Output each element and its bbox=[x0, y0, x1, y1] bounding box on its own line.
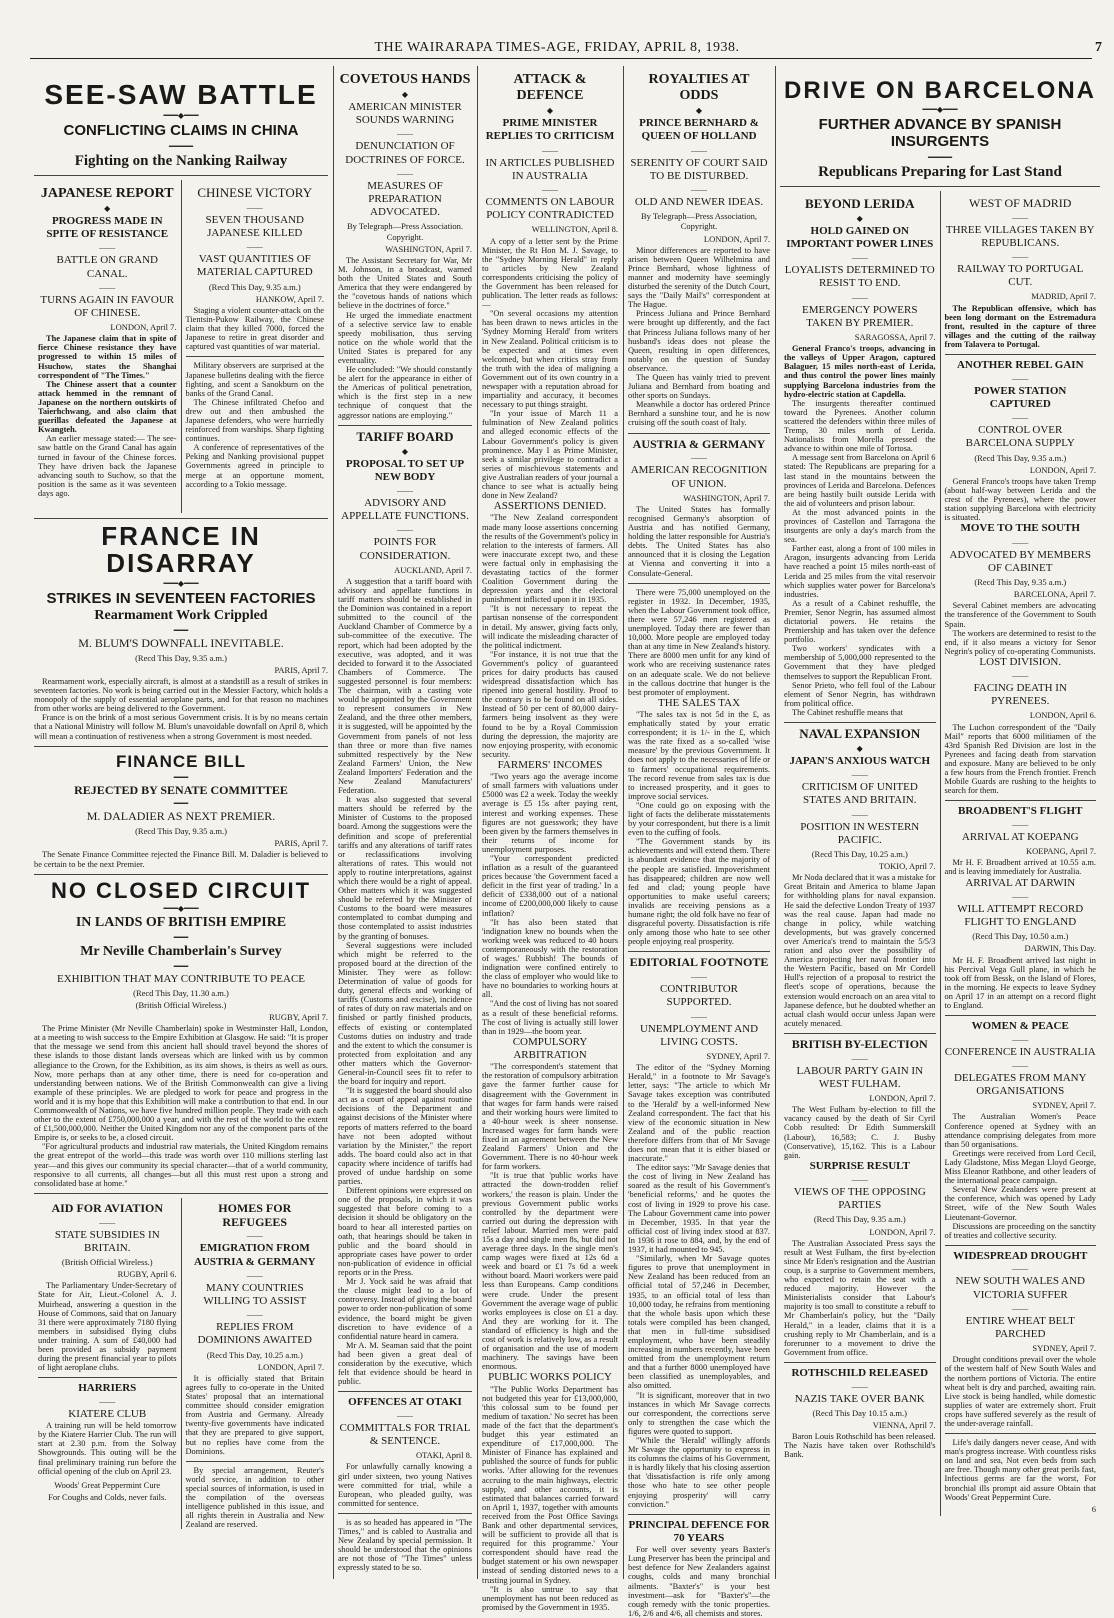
headline-france: FRANCE IN DISARRAY bbox=[101, 520, 261, 579]
paragraph: Baron Louis Rothschild has been released. The Nazis have taken over Rothschild's Bank. bbox=[784, 1432, 936, 1460]
deck: M. DALADIER AS NEXT PREMIER. bbox=[86, 809, 276, 824]
paragraph: Minor differences are reported to have arisen between Queen Wilhelmina and Prince Bernhard, whose lightness of manner and modernity have seemingly disturbed the serenity of the Dutch Court, says the "Daily Mail's" correspondent at The Hague. bbox=[628, 245, 770, 310]
paragraph: "For instance, it is not true that the Government's policy of guaranteed prices for dairy products has caused widespread dissatisfaction which has ripened into general hostility. Proof to the contrary is to be found on all sides. Instead of 50 per cent of 80,000 dairy-farmers being insolvent as they were found to be by a Royal Commission during the depression, the majority are now enjoying prosperity, with economic security. bbox=[482, 649, 618, 759]
paragraph: Several Cabinet members are advocating the transference of the Government to South Spain. bbox=[944, 601, 1096, 629]
deck: LABOUR PARTY GAIN IN WEST FULHAM. bbox=[796, 1064, 924, 1090]
paragraph: "It has also been stated that 'indignation knew no bounds when the working week was reduced to 40 hours contemporaneously with the restoration of wages.' Rubbish! The bounds of indignation were confined entirely to the class of employer who would like to have no boundaries to working hours at all. bbox=[482, 917, 618, 1000]
paragraph: As a result of a Cabinet reshuffle, the Premier, Senor Negrin, has assumed almost dictatorial powers. He retains the Premiership and has taken over the defence portfolio. bbox=[784, 598, 936, 645]
article-closed-circuit: NO CLOSED CIRCUIT ━━━◆━━━ IN LANDS OF BRITISH EMPIRE ━━━ Mr Neville Chamberlain's Survey ━━━ EXHIBITION THAT MAY CONTRIBUTE TO PEACE (Recd This Day, 11.30 a.m.) (British Official Wireless.) RUGBY, April 7. The Prime Minister (Mr Neville Chamberlain) spoke in Westminster Hall, London, at a meeting to wish success to the Empire Exhibition at Glasgow. He said: "It is proper that the message we send from this ancient hall should travel beyond the shores of these islands to those distant lands overseas which are linked with us by common allegiance to the Crown, for the Exhibition, as its aim shows, is theirs as well as ours. Now, more perhaps than at any other time, there is need for co-operation and understanding between nations. We of the British Commonwealth can give a living example of these principles. We are pledged to work for peace and progress in the world and it is my hope that this Exhibition will make a contribution to that end. In our Commonwealth of Nations, we have five hundred million people. They trade with each other to the extent of £750,000,000 a year, and with the rest of the world to the extent of £1,500,000,000. Neither the United Kingdom nor any of the component parts of the Empire is, or seeks to be, a closed circuit. "For agricultural products and industrial raw materials, the United Kingdom remains the great entrepot of the world—this trade was worth over 110 millions sterling last year—and this gives our community its special character—that of a world community, responsive to all currents, all changes—but all this must rest upon a strong and consolidated base at home." bbox=[34, 877, 328, 1188]
paragraph: "Your correspondent predicted inflation as a result of the guaranteed prices because 'the Government faced a deficit in the first year of trading.' In a deficit of £338,000 out of a national income of £200,000,000 likely to cause inflation? bbox=[482, 853, 618, 918]
headline-royalties: ROYALTIES AT ODDS bbox=[648, 72, 750, 104]
byline: By Telegraph—Press Association, Copyright. bbox=[640, 211, 758, 232]
advert-line: Woods' Great Peppermint Cure bbox=[54, 1479, 161, 1490]
deck: REJECTED BY SENATE COMMITTEE bbox=[74, 782, 288, 797]
paragraph: The insurgents thereafter continued toward the Pyrenees. Another column scattered the defenders within three miles of Tremp, 30 miles north of Lerida. Nationalists from Morella pressed the advance to within one mile of Tortosa. bbox=[784, 398, 936, 454]
headline-austria-germany: AUSTRIA & GERMANY bbox=[632, 436, 766, 451]
deck: RAILWAY TO PORTUGAL CUT. bbox=[957, 263, 1084, 289]
deck: ENTIRE WHEAT BELT PARCHED bbox=[965, 1314, 1075, 1340]
deck: PRINCE BERNHARD & QUEEN OF HOLLAND bbox=[639, 117, 759, 143]
deck: ARRIVAL AT KOEPANG bbox=[961, 831, 1079, 844]
paragraph: Greetings were received from Lord Cecil, Lady Gladstone, Miss Megan Lloyd George, Miss Eleanor Rathbone, and other leaders of the international peace campaign. bbox=[944, 1148, 1096, 1186]
paragraph: "The Public Works Department has not budgeted this year for £13,000,000, 'this colossal sum to be found per medium of taxation.' No secret has been made of the fact that the department's budget this year estimated an expenditure of £17,000,000. The Minister of Finance has explained and published the source of funds for public works. 'After allowing for the revenues accruing to the main highways, electric supply, and other accounts, it is estimated that balances carried forward on April 1, 1937, together with amounts received from the Post Office Savings Bank and other departmental services, will be sufficient to provide all that is required for this programme.' Your correspondent should have read the budget statement or his own newspaper instead of sending distorted news to a trusting journal in Sydney. bbox=[482, 1384, 618, 1585]
dateline: SYDNEY, April 7. bbox=[1032, 1343, 1096, 1354]
paragraph: At the most advanced points in the provinces of Castellon and Tarragona the insurgents are only a day's march from the sea. bbox=[784, 507, 936, 545]
deck-seesaw-1: CONFLICTING CLAIMS IN CHINA bbox=[63, 122, 299, 140]
headline-attack-defence: ATTACK & DEFENCE bbox=[513, 72, 587, 104]
deck: STRIKES IN SEVENTEEN FACTORIES bbox=[46, 590, 316, 608]
byline: (British Official Wireless.) bbox=[61, 1257, 153, 1267]
deck: IN LANDS OF BRITISH EMPIRE bbox=[75, 914, 287, 930]
deck: VIEWS OF THE OPPOSING PARTIES bbox=[793, 1185, 926, 1212]
deck: EMERGENCY POWERS TAKEN BY PREMIER. bbox=[802, 303, 918, 329]
deck: HOLD GAINED ON IMPORTANT POWER LINES bbox=[786, 224, 934, 251]
paragraph: The Republican offensive, which has been long dormant on the Estremadura front, resulted in the capture of three villages and the cutting of the railway from Talavera to Portugal. bbox=[944, 303, 1096, 350]
article-japanese-report: JAPANESE REPORT ◆ PROGRESS MADE IN SPITE OF RESISTANCE —— BATTLE ON GRAND CANAL. —— TURNS AGAIN IN FAVOUR OF CHINESE. LONDON, April 7. The Japanese claim that in spite of fierce Chinese resistance they have progressed to within 15 miles of Hsuchow, states the Shanghai correspondent of "The Times." The Chinese assert that a counter attack hemmed in the remnant of Japanese on the northern outskirts of Taierhchwang, and also claim that guerillas defeated the Japanese at Kwangteh. An earlier message stated:— The see-saw battle on the Grand Canal has again turned in favour of the Chinese forces. They have driven back the Japanese advancing south to Suchow, so that the position is the same as it was seventeen days ago. bbox=[38, 185, 177, 498]
paragraph: Staging a violent counter-attack on the Tientsin-Pukow Railway, the Chinese claim that they killed 7000, forced the Japanese to retire in great disorder and captured vast quantities of war material. bbox=[185, 305, 324, 352]
paragraph: For unlawfully carnally knowing a girl under sixteen, two young Natives were committed for trial, while a European, who pleaded guilty, was committed for sentence. bbox=[338, 1462, 472, 1508]
deck: BATTLE ON GRAND CANAL. bbox=[56, 254, 158, 280]
paragraph: Mr H. F. Broadbent arrived at 10.55 a.m. and is leaving immediately for Australia. bbox=[944, 858, 1096, 877]
headline-editorial-footnote: EDITORIAL FOOTNOTE bbox=[629, 955, 769, 970]
headline-surprise-result: SURPRISE RESULT bbox=[809, 1159, 910, 1172]
paragraph: The workers are determined to resist to the end, if it also means a victory for Senor Negrin's policy of co-operating Communists. bbox=[944, 628, 1096, 656]
paragraph: "Similarly, when Mr Savage quotes figures to prove that unemployment in New Zealand has been reduced from an official total of 57,246 in December, 1935, to an official total of less than 10,000 today, he refrains from mentioning that the whole basis upon which these totals were compiled has been changed, that men in full-time subsidised employment, who have been steadily increasing in numbers recently, have been omitted from the unemployment return and that a further 8000 unemployed have been classified as unemployables, and also omitted. bbox=[628, 1254, 770, 1391]
masthead-rule bbox=[30, 58, 1092, 59]
paragraph: "One could go on exposing with the light of facts the deliberate misstatements by your correspondent, but there is a limit even to the cuffing of fools. bbox=[628, 800, 770, 838]
dateline: AUCKLAND, April 7. bbox=[394, 564, 472, 575]
byline: (Recd This Day, 11.30 a.m.) bbox=[133, 987, 229, 998]
spain-subcolumns bbox=[780, 191, 1100, 1516]
dateline: OTAKI, April 8. bbox=[416, 1450, 472, 1461]
paragraph: By special arrangement, Reuter's world service, in addition to other special sources of information, is used in the compilation of the overseas intelligence published in this issue, and all rights therein in Australia and New Zealand are reserved. bbox=[185, 1465, 324, 1530]
dateline: MADRID, April 7. bbox=[1031, 291, 1096, 302]
article-refugees: HOMES FOR REFUGEES —— EMIGRATION FROM AUSTRIA & GERMANY —— MANY COUNTRIES WILLING TO ASSIST —— REPLIES FROM DOMINIONS AWAITED (Recd This Day, 10.25 a.m.) LONDON, April 7. It is officially stated that Britain agrees fully to co-operate in the United States' proposal that an international committee should consider emigration from Austria and Germany. Already twenty-five governments have indicated that they are prepared to give support, but no replies have come from the Dominions. By special arrangement, Reuter's world service, in addition to other special sources of information, is used in the compilation of the overseas intelligence published in this issue, and all rights therein in Australia and New Zealand are reserved. bbox=[185, 1200, 324, 1530]
paragraph: A suggestion that a tariff board with advisory and appellate functions in tariff matters should be established in the Dominion was contained in a report submitted to the council of the Auckland Chamber of Commerce by a sub-committee of the executive. The report, which had been adopted by the executive, was adopted, and it was decided to forward it to the Associated Chambers of Commerce. The suggested personnel is four members: The chairman, with a casting vote would be appointed by the Government to represent consumers in New Zealand, and the three other members, it is suggested, will be appointed by the Government from panels of not less than three or more than five names submitted respectively by the New Zealand Farmers' Union, the New Zealand Importers' Federation and the New Zealand Manufacturers' Federation. bbox=[338, 576, 472, 796]
deck: ADVISORY AND APPELLATE FUNCTIONS. bbox=[341, 496, 469, 523]
paragraph: "The New Zealand correspondent made many loose assertions concerning the results of the Government's policy in relation to the interests of farmers. All were inaccurate except two, and these were factual only in emphasising the devastating tactics of the former Coalition Government during the depression years and the electoral punishment inflicted upon it in 1935. bbox=[482, 513, 618, 605]
headline-harriers: HARRIERS bbox=[78, 1382, 137, 1395]
deck: POWER STATION CAPTURED bbox=[974, 384, 1067, 410]
china-subcolumns bbox=[34, 180, 328, 513]
paragraph: Mr J. Yock said he was afraid that the clause might lead to a lot of controversy. Instead of giving the board power to order non-publication of some evidence, the board might be given discretion to have evidence of a confidential nature heard in camera. bbox=[338, 1277, 472, 1341]
dateline: DARWIN, This Day. bbox=[1024, 943, 1096, 954]
bottom-subcolumns bbox=[34, 1198, 328, 1530]
paragraph: "The sales tax is not 5d in the £, as emphatically stated by your erratic correspondent; it is 1/- in the £, which was the rate fixed as a so-called 'wise measure' by the previous Government. It does not apply to the necessaries of life or to farmers' occupational requirements. The record revenue from sales tax is due to increased prosperity, and it goes to improve social services. bbox=[628, 709, 770, 801]
dateline: LONDON, April 7. bbox=[110, 322, 177, 333]
headline-another-rebel-gain: ANOTHER REBEL GAIN bbox=[956, 359, 1084, 372]
paragraph: Two workers' syndicates with a membership of 5,000,000 represented to the Government that they have pledged themselves to support the Republican Front. bbox=[784, 644, 936, 681]
headline-beyond-lerida: BEYOND LERIDA bbox=[805, 195, 915, 211]
dateline: BARCELONA, April 7. bbox=[1013, 589, 1096, 600]
article-chinese-victory: CHINESE VICTORY —— SEVEN THOUSAND JAPANESE KILLED —— VAST QUANTITIES OF MATERIAL CAPTURED (Recd This Day, 9.35 a.m.) HANKOW, April 7. Staging a violent counter-attack on the Tientsin-Pukow Railway, the Chinese claim that they killed 7000, forced the Japanese to retire in great disorder and captured vast quantities of war material. Military observers are surprised at the Japanese bulletins dealing with the fierce fighting, and scent a Sanokburn on the banks of the Grand Canal. The Chinese infiltrated Chefoo and drew out and then ambushed the Japanese defenders, who were hurriedly reinforced from warships. Sharp fighting continues. A conference of representatives of the Peking and Nanking provisional puppet Governments agreed in principle to merge at an opportune moment, according to a Tokio message. bbox=[185, 184, 324, 489]
deck: POINTS FOR CONSIDERATION. bbox=[359, 536, 451, 562]
dateline: RUGBY, April 6. bbox=[117, 1269, 177, 1280]
paragraph: A conference of representatives of the Peking and Nanking provisional puppet Governments agreed in principle to merge at an opportune moment, according to a Tokio message. bbox=[185, 443, 324, 489]
deck: CONFERENCE IN AUSTRALIA bbox=[944, 1045, 1096, 1058]
deck: Republicans Preparing for Last Stand bbox=[818, 163, 1062, 180]
byline: (Recd This Day, 9.35 a.m.) bbox=[135, 652, 227, 663]
advert-line: For Coughs and Colds, never fails. bbox=[48, 1491, 167, 1502]
paragraph: "The Government stands by its achievements and will extend them. There is abundant evidence that the majority of the people are satisfied. Impoverishment has disappeared; children are now well fed and clad; young people have opportunities to make useful careers; invalids are receiving pensions as a humane right; the old folk have no fear of disgraceful poverty. Dissatisfaction is rife only among those who hate to see other people enjoying real prosperity. bbox=[628, 837, 770, 947]
deck: FURTHER ADVANCE BY SPANISH INSURGENTS bbox=[818, 116, 1062, 151]
deck: DELEGATES FROM MANY ORGANISATIONS bbox=[953, 1071, 1087, 1098]
paragraph: The Chinese infiltrated Chefoo and drew out and then ambushed the Japanese defenders, who were hurriedly reinforced from warships. Sharp fighting continues. bbox=[185, 397, 324, 444]
headline-women-peace: WOMEN & PEACE bbox=[971, 1020, 1069, 1033]
article-france: FRANCE IN DISARRAY ━━━◆━━━ STRIKES IN SEVENTEEN FACTORIES Rearmament Work Crippled ━━━ M. BLUM'S DOWNFALL INEVITABLE. (Recd This Day, 9.35 a.m.) PARIS, April 7. Rearmament work, especially aircraft, is almost at a standstill as a result of strikes in seventeen factories. No work is being carried out in the Messier Factory, which holds a monopoly of the supply of essential aeroplane parts, and for that reason no machines from other works are being delivered to the Government. France is on the brink of a most serious Government crisis. It is by no means certain that a National Ministry will follow M. Blum's unavoidable downfall on April 8, which will mean a continuation of restiveness when a strong Government is most needed. bbox=[34, 520, 328, 741]
headline-lost-division: LOST DIVISION. bbox=[979, 655, 1062, 668]
paragraph: There were 75,000 unemployed on the register in 1932. In December, 1935, when the Labour Government took office, there were 57,246 men registered as unemployed. Today there are fewer than 10,000. More people are employed today than at any time in New Zealand's history. There are 8000 men unfit for any kind of work who are receiving sustenance rates on an adequate scale. We do not believe in the callous doctrine that hunger is the best promoter of employment. bbox=[628, 587, 770, 697]
paragraph: France is on the brink of a most serious Government crisis. It is by no means certain that a National Ministry will follow M. Blum's unavoidable downfall on April 8, which will mean a continuation of restiveness when a strong Government is most needed. bbox=[34, 713, 328, 741]
deck: WILL ATTEMPT RECORD FLIGHT TO ENGLAND bbox=[957, 902, 1084, 928]
advert-verse: Life's daily dangers never cease, And with man's progress increase. With countless risks on land and sea, Not even beds from such are free. Though many other great perils fast, Infectious germs are far the worst, For bronchial ills prompt aid assure Obtain that Woods' Great Peppermint Cure. bbox=[944, 1438, 1096, 1502]
dateline: RUGBY, April 7. bbox=[269, 1011, 328, 1022]
deck: FACING DEATH IN PYRENEES. bbox=[973, 682, 1067, 708]
subhead: PUBLIC WORKS POLICY bbox=[488, 1371, 612, 1384]
paragraph: The Assistant Secretary for War, Mr M. Johnson, in a broadcast, warned both the United States and South America that they were endangered by the "covetous hands of nations which believe in the doctrines of force." bbox=[338, 255, 472, 311]
headline-move-to-south: MOVE TO THE SOUTH bbox=[960, 522, 1080, 535]
paragraph: "On several occasions my attention has been drawn to news articles in the 'Sydney Morning Herald' from writers in New Zealand. Political criticism is to be expected and at times even welcomed, but when critics stray from the truth with the idea of maligning a Government out of its own country in a newspaper with a reputation abroad for impartiality and accuracy, it becomes necessary to put things straight. bbox=[482, 309, 618, 410]
column-rule bbox=[623, 66, 624, 1579]
paragraph: The Prime Minister (Mr Neville Chamberlain) spoke in Westminster Hall, London, at a meeting to wish success to the Empire Exhibition at Glasgow. He said: "It is proper that the message we send from this ancient hall should travel beyond the shores of these islands to those distant lands overseas which are linked with us by common allegiance to the Crown, for the Exhibition, as its aim shows, is theirs as well as ours. Now, more perhaps than at any other time, there is need for co-operation and understanding between nations. We of the British Commonwealth can give a living example of these principles. We are pledged to work for peace and progress in the world and it is my hope that this Exhibition will make a contribution to that end. In our Commonwealth of Nations, we have five hundred million people. They trade with each other to the extent of £750,000,000 a year, and with the rest of the world to the extent of £1,500,000,000. Neither the United Kingdom nor any of the component parts of the Empire is, or seeks to be, a closed circuit. bbox=[34, 1024, 328, 1143]
column-3: ATTACK & DEFENCE ◆ PRIME MINISTER REPLIES TO CRITICISM —— IN ARTICLES PUBLISHED IN AUSTRALIA —— COMMENTS ON LABOUR POLICY CONTRADICTED WELLINGTON, April 8. A copy of a letter sent by the Prime Minister, the Rt Hon M. J. Savage, to the "Sydney Morning Herald" in reply to articles by New Zealand correspondents criticising the policy of the Government has been released for publication. The letter reads as follows:— "On several occasions my attention has been drawn to news articles in the 'Sydney Morning Herald' from writers in New Zealand. Political criticism is to be expected and at times even welcomed, but when critics stray from the truth with the idea of maligning a Government out of its own country in a newspaper with a reputation abroad for impartiality and accuracy, it becomes necessary to put things straight. "In your issue of March 11 a fulmination of New Zealand politics and alleged economic effects of the Labour Government's policy is given prominence. May I as Prime Minister, seek a similar privilege to contradict a series of mischievous statements and give Australian readers of your journal a chance to see what is actually being done in New Zealand? ASSERTIONS DENIED. "The New Zealand correspondent made many loose assertions concerning the results of the Government's policy in relation to the interests of farmers. All were inaccurate except two, and these were factual only in emphasising the devastating tactics of the former Coalition Government during the depression years and the electoral punishment inflicted upon it in 1935. "It is not necessary to repeat the partisan nonsense of the correspondent in detail. My answer, giving facts only, will indicate the misleading character of the political indictment. "For instance, it is not true that the Government's policy of guaranteed prices for dairy products has caused widespread dissatisfaction which has ripened into general hostility. Proof to the contrary is to be found on all sides. Instead of 50 per cent of 80,000 dairy-farmers being insolvent as they were found to be by a Royal Commission during the depression, the majority are now enjoying prosperity, with economic security. FARMERS' INCOMES "Two years ago the average income of small farmers with valuations under £5000 was £2 a week. Today the weekly average is £5 15s after paying rent, interest and working expenses. These figures are not guesswork; they have been given by the farmers themselves in their returns of income for unemployment purposes. "Your correspondent predicted inflation as a result of the guaranteed prices because 'the Government faced a deficit in the first year of trading.' In a deficit of £338,000 out of a national income of £200,000,000 likely to cause inflation? "It has also been stated that 'indignation knew no bounds when the working week was reduced to 40 hours contemporaneously with the restoration of wages.' Rubbish! The bounds of indignation were confined entirely to the class of employer who would like to have no boundaries to working hours at all. "And the cost of living has not soared as a result of these beneficial reforms. The cost of living is actually still lower than in 1929—the boom year. COMPULSORY ARBITRATION "The correspondent's statement that the restoration of compulsory arbitration gave the farmer further cause for disagreement with the Government in that wages for farm hands were raised and their working hours were limited to a 40-hour week is sheer nonsense. Increased wages for farm hands were fixed in an agreement between the New Zealand Farmers' Union and the Government. There is no 40-hour week for farm workers. "It is true that 'public works have attracted the down-trodden relief workers,' the reason is plain. Under the previous Government public works controlled by the department were carried out during the depression with relief labour. Married men were paid 15s a day and single men 8s, but did not average three days. In the single men's camp wages were fixed at 12s 6d a week and board or £1 7s 6d a week without board. Maori workers were paid less than Europeans. Camp conditions were crude. Under the present Government the average wage of public works employees is close on £1 a day. And they are working for it. The standard of efficiency is high and the cost of work is relatively low, as a result of organisation and the use of modern machinery. The savings have been enormous. PUBLIC WORKS POLICY "The Public Works Department has not budgeted this year for £13,000,000, 'this colossal sum to be found per medium of taxation.' No secret has been made of the fact that the department's budget this year estimated an expenditure of £17,000,000. The Minister of Finance has explained and published the source of funds for public works. 'After allowing for the revenues accruing to the main highways, electric supply, and other accounts, it is estimated that balances carried forward on April 1, 1937, together with amounts received from the Post Office Savings Bank and other departmental services, will be sufficient to provide all that is required for this programme.' Your correspondent should have read the budget statement or his own newspaper instead of sending distorted news to a trusting journal in Sydney. "It is also untrue to say that unemployment has not been reduced as promised by the Government in 1935. bbox=[482, 72, 618, 1612]
deck: KIATERE CLUB bbox=[68, 1407, 147, 1420]
column-1: SEE-SAW BATTLE ━━━◆━━━ CONFLICTING CLAIMS IN CHINA ━━━━━ Fighting on the Nanking Railway JAPANESE REPORT ◆ PROGRESS MADE IN SPITE OF RESISTANCE —— BATTLE ON GRAND CANAL. —— TURNS AGAIN IN FAVOUR OF CHINESE. LONDON, April 7. The Japanese claim that in spite of fierce Chinese resistance they have progressed to within 15 miles of Hsuchow, states the Shanghai correspondent of "The Times." The Chinese assert that a counter attack hemmed in the remnant of Japanese on the northern outskirts of Taierhchwang, and also claim that guerillas defeated the Japanese at Kwangteh. An earlier message stated:— The see-saw battle on the Grand Canal has again turned in favour of the Chinese forces. They have driven back the Japanese advancing south to Suchow, so that the position is the same as it was seventeen days ago. CHINESE VICTORY —— SEVEN THOUSAND JAPANESE KILLED —— VAST QUANTITIES OF MATERIAL CAPTURED (Recd This Day, 9.35 a.m.) HANKOW, April 7. Staging a violent counter-attack on the Tientsin-Pukow Railway, the Chinese claim that they killed 7000, forced the Japanese to retire in great disorder and captured vast quantities of war material. Military observers are surprised at the Japanese bulletins dealing with the fierce fighting, and scent a Sanokburn on the banks of the Grand Canal. The Chinese infiltrated Chefoo and drew out and then ambushed the Japanese defenders, who were hurriedly reinforced from warships. Sharp fighting continues. A conference of representatives of the Peking and Nanking provisional puppet Governments agreed in principle to merge at an opportune moment, according to a Tokio message. FRANCE IN DISARRAY ━━━◆━━━ STRIKES IN SEVENTEEN FACTORIES Rearmament Work Crippled ━━━ M. BLUM'S DOWNFALL INEVITABLE. (Recd This Day, 9.35 a.m.) PARIS, April 7. Rearmament work, especially aircraft, is almost at a standstill as a result of strikes in seventeen factories. No work is being carried out in the Messier Factory, which holds a monopoly of the supply of essential aeroplane parts, and for that reason no machines from other works are being delivered to the Government. France is on the brink of a most serious Government crisis. It is by no means certain that a National Ministry will follow M. Blum's unavoidable downfall on April 8, which will mean a continuation of restiveness when a strong Government is most needed. FINANCE BILL ━━━ REJECTED BY SENATE COMMITTEE ━━━ M. DALADIER AS NEXT PREMIER. (Recd This Day, 9.35 a.m.) PARIS, April 7. The Senate Finance Committee rejected the Finance Bill. M. Daladier is believed to be certain to be the next Premier. NO CLOSED CIRCUIT ━━━◆━━━ IN LANDS OF BRITISH EMPIRE ━━━ Mr Neville Chamberlain's Survey ━━━ EXHIBITION THAT MAY CONTRIBUTE TO PEACE (Recd This Day, 11.30 a.m.) (British Official Wireless.) RUGBY, April 7. The Prime Minister (Mr Neville Chamberlain) spoke in Westminster Hall, London, at a meeting to wish success to the Empire Exhibition at Glasgow. He said: "It is proper that the message we send from this ancient hall should travel beyond the shores of these islands to those distant lands overseas which are linked with us by common allegiance to the Crown, for the Exhibition, as its aim shows, is theirs as well as ours. Now, more perhaps than at any other time, there is need for co-operation and understanding between nations. We of the British Commonwealth can give a living example of these principles. We are pledged to work for peace and progress in the world and it is my hope that this Exhibition will make a contribution to that end. In our Commonwealth of Nations, we have five hundred million people. They trade with each other to the extent of £750,000,000 a year, and with the rest of the world to the extent of £1,500,000,000. Neither the United Kingdom nor any of the component parts of the Empire is, or seeks to be, a closed circuit. "For agricultural products and industrial raw materials, the United Kingdom remains the great entrepot of the world—this trade was worth over 110 millions sterling last year—and this gives our community its special character—that of a world community, responsive to all currents, all changes—but all this must rest upon a strong and consolidated base at home." AID FOR AVIATION —— STATE SUBSIDIES IN BRITAIN. (British Official Wireless.) RUGBY, April 6. The Parliamentary Under-Secretary of State for Air, Lieut.-Colonel A. J. Muirhead, answering a question in the House of Commons, said that on January 31 there were approximately 7180 flying members in subsidised flying clubs under training. A sum of £40,000 had been provided as subsidy payment during the present financial year to pilots of light aeroplane clubs. HARRIERS —— KIATERE CLUB A training run will be held tomorrow by the Kiatere Harrier Club. The run will start at 2.30 p.m. from the Solway Showgrounds. This outing will be the final preliminary training run before the official opening of the club on April 23. Woods' Great Peppermint Cure For Coughs and Colds, never fails. HOMES FOR REFUGEES —— EMIGRATION FROM AUSTRIA & GERMANY —— MANY COUNTRIES WILLING TO ASSIST —— REPLIES FROM DOMINIONS AWAITED (Recd This Day, 10.25 a.m.) LONDON, April 7. It is officially stated that Britain agrees fully to co-operate in the United States' proposal that an international committee should consider emigration from Austria and Germany. Already twenty-five governments have indicated that they are prepared to give support, but no replies have come from the Dominions. By special arrangement, Reuter's world service, in addition to other special sources of information, is used in the compilation of the overseas intelligence published in this issue, and all rights therein in Australia and New Zealand are reserved. bbox=[34, 79, 328, 1530]
deck: Rearmament Work Crippled bbox=[94, 607, 268, 623]
headline-widespread-drought: WIDESPREAD DROUGHT bbox=[953, 1249, 1088, 1262]
column-5: BEYOND LERIDA ◆ HOLD GAINED ON IMPORTANT POWER LINES —— LOYALISTS DETERMINED TO RESIST TO END. —— EMERGENCY POWERS TAKEN BY PREMIER. SARAGOSSA, April 7. General Franco's troops, advancing in the valleys of Upper Aragon, captured Balaguer, 15 miles north-east of Lerida, and thus control the power lines mainly supplying Barcelona industries from the hydro-electric station at Capdella. The insurgents thereafter continued toward the Pyrenees. Another column scattered the defenders within three miles of Tremp, 30 miles north of Lerida. Nationalists from Morella pressed the advance to within one mile of Tortosa. A message sent from Barcelona on April 6 stated: The Republicans are preparing for a last stand in the mountains between the provinces of Lerida and Barcelona. Defences are being hastily built outside Lerida with the aid of volunteers and prison labour. At the most advanced points in the provinces of Castellon and Tarragona the insurgents are only a day's march from the sea. Farther east, along a front of 100 miles in Aragon, insurgents advancing from Lerida have reached a point 15 miles north-east of Lerida and 25 miles from the vital reservoir which supplies water power for Barcelona's industries. As a result of a Cabinet reshuffle, the Premier, Senor Negrin, has assumed almost dictatorial powers. He retains the Premiership and has taken over the defence portfolio. Two workers' syndicates with a membership of 5,000,000 represented to the Government that they have pledged themselves to support the Republican Front. Senor Prieto, who fell foul of the Labour element of Senor Negrin, has withdrawn from political office. The Cabinet reshuffle means that NAVAL EXPANSION ◆ JAPAN'S ANXIOUS WATCH —— CRITICISM OF UNITED STATES AND BRITAIN. —— POSITION IN WESTERN PACIFIC. (Recd This Day, 10.25 a.m.) TOKIO, April 7. Mr Noda declared that it was a mistake for Great Britain and America to blame Japan for withholding plans for naval expansion. He said the defective London Treaty of 1937 was the real cause. Japan had made no change in policy, while watching developments, but was gravely concerned over America's trend to maintain the 5/5/3 ration and also over the possibility of America projecting her naval frontier into the Western Pacific, based on Mr Cordell Hull's rejection of a proposal to restrict the fleet's scope of operations, because the extension would encroach on an area vital to Japanese defence, but he doubted whether an actual clash would occur unless Japan were acutely menaced. BRITISH BY-ELECTION —— LABOUR PARTY GAIN IN WEST FULHAM. LONDON, April 7. The West Fulham by-election to fill the vacancy caused by the death of Sir Cyril Cobb resulted: Dr Edith Summerskill (Labour), 16,583; C. J. Busby (Conservative), 15,162. This is a Labour gain. SURPRISE RESULT —— VIEWS OF THE OPPOSING PARTIES (Recd This Day, 9.35 a.m.) LONDON, April 7. The Australian Associated Press says the result at West Fulham, the first by-election since Mr Eden's resignation and the Austrian coup, is a surprise to Government members, who expected to retain the seat with a reduced majority. However the Ministerialists consider that Labour's majority is too small to constitute a rebuff to Mr Chamberlain's policy, but the "Daily Herald," in a leader, claims that it is a crushing reply to Mr Chamberlain, and is a forerunner to a movement to drive the Government from office. ROTHSCHILD RELEASED —— NAZIS TAKE OVER BANK (Recd This Day 10.15 a.m.) VIENNA, April 7. Baron Louis Rothschild has been released. The Nazis have taken over Rothschild's Bank. bbox=[784, 195, 936, 1460]
byline: (Recd This Day, 10.25 a.m.) bbox=[811, 848, 908, 859]
subhead: THE SALES TAX bbox=[657, 696, 741, 709]
article-aviation: AID FOR AVIATION —— STATE SUBSIDIES IN BRITAIN. (British Official Wireless.) RUGBY, April 6. The Parliamentary Under-Secretary of State for Air, Lieut.-Colonel A. J. Muirhead, answering a question in the House of Commons, said that on January 31 there were approximately 7180 flying members in subsidised flying clubs under training. A sum of £40,000 had been provided as subsidy payment during the present financial year to pilots of light aeroplane clubs. HARRIERS —— KIATERE CLUB A training run will be held tomorrow by the Kiatere Harrier Club. The run will start at 2.30 p.m. from the Solway Showgrounds. This outing will be the final preliminary training run before the official opening of the club on April 23. Woods' Great Peppermint Cure For Coughs and Colds, never fails. bbox=[38, 1200, 177, 1502]
deck: DENUNCIATION OF DOCTRINES OF FORCE. bbox=[345, 140, 465, 166]
deck: UNEMPLOYMENT AND LIVING COSTS. bbox=[639, 1022, 759, 1048]
deck: REPLIES FROM DOMINIONS AWAITED bbox=[197, 1321, 312, 1347]
subhead: FARMERS' INCOMES bbox=[497, 758, 603, 771]
paragraph: It was also suggested that several matters should be referred by the Minister of Customs to the proposed board. Among the suggestions were the definition and scope of preferential tariffs and any alterations of tariff rates or reclassifications involving alterations of rates. This would not apply to routine interpretations, against which there would be a right of appeal. Other matters which it was suggested should be referred by the Minister of Customs to the board were measures contemplated to combat dumping and those contemplated to assist industries by the granting of bonuses. bbox=[338, 795, 472, 941]
deck: Mr Neville Chamberlain's Survey bbox=[80, 943, 282, 959]
paragraph: The Cabinet reshuffle means that bbox=[792, 707, 904, 717]
paragraph: An earlier message stated:— The see-saw battle on the Grand Canal has again turned in favour of the Chinese forces. They have driven back the Japanese advancing south to Suchow, so that the position is the same as it was seventeen days ago. bbox=[38, 434, 177, 498]
paragraph: General Franco's troops, advancing in the valleys of Upper Aragon, captured Balaguer, 15 miles north-east of Lerida, and thus control the power lines mainly supplying Barcelona industries from the hydro-electric station at Capdella. bbox=[784, 344, 936, 399]
paragraph: Farther east, along a front of 100 miles in Aragon, insurgents advancing from Lerida have reached a point 15 miles north-east of Lerida and 25 miles from the vital reservoir which supplies water power for Barcelona's industries. bbox=[784, 544, 936, 599]
deck: STATE SUBSIDIES IN BRITAIN. bbox=[54, 1228, 160, 1254]
dateline: LONDON, April 6. bbox=[1029, 710, 1096, 721]
headline-covetous-hands: COVETOUS HANDS bbox=[339, 72, 471, 87]
paragraph: "In your issue of March 11 a fulmination of New Zealand politics and alleged economic effects of the Labour Government's policy is given prominence. May I as Prime Minister, seek a similar privilege to contradict a series of mischievous statements and give Australian readers of your journal a chance to see what is actually being done in New Zealand? bbox=[482, 409, 618, 501]
paragraph: The Luchon correspondent of the "Daily Mail" reports that 6000 militiamen of the 43rd Spanish Red Division are lost in the Pyrenees and facing death from starvation and exposure. Many are believed to be only a few hours from the French frontier. French Mobile Guards are rushing to the heights to search for them. bbox=[944, 722, 1096, 796]
deck: CONTRIBUTOR SUPPORTED. bbox=[659, 983, 739, 1009]
headline-tariff-board: TARIFF BOARD bbox=[356, 428, 454, 444]
deck: AMERICAN RECOGNITION OF UNION. bbox=[630, 464, 768, 490]
column-5-6: DRIVE ON BARCELONA ━━━◆━━━ FURTHER ADVANCE BY SPANISH INSURGENTS ━━━━━ Republicans Preparing for Last Stand BEYOND LERIDA ◆ HOLD GAINED ON IMPORTANT POWER LINES —— LOYALISTS DETERMINED TO RESIST TO END. —— EMERGENCY POWERS TAKEN BY PREMIER. SARAGOSSA, April 7. General Franco's troops, advancing in the valleys of Upper Aragon, captured Balaguer, 15 miles north-east of Lerida, and thus control the power lines mainly supplying Barcelona industries from the hydro-electric station at Capdella. The insurgents thereafter continued toward the Pyrenees. Another column scattered the defenders within three miles of Tremp, 30 miles north of Lerida. Nationalists from Morella pressed the advance to within one mile of Tortosa. A message sent from Barcelona on April 6 stated: The Republicans are preparing for a last stand in the mountains between the provinces of Lerida and Barcelona. Defences are being hastily built outside Lerida with the aid of volunteers and prison labour. At the most advanced points in the provinces of Castellon and Tarragona the insurgents are only a day's march from the sea. Farther east, along a front of 100 miles in Aragon, insurgents advancing from Lerida have reached a point 15 miles north-east of Lerida and 25 miles from the vital reservoir which supplies water power for Barcelona's industries. As a result of a Cabinet reshuffle, the Premier, Senor Negrin, has assumed almost dictatorial powers. He retains the Premiership and has taken over the defence portfolio. Two workers' syndicates with a membership of 5,000,000 represented to the Government that they have pledged themselves to support the Republican Front. Senor Prieto, who fell foul of the Labour element of Senor Negrin, has withdrawn from political office. The Cabinet reshuffle means that NAVAL EXPANSION ◆ JAPAN'S ANXIOUS WATCH —— CRITICISM OF UNITED STATES AND BRITAIN. —— POSITION IN WESTERN PACIFIC. (Recd This Day, 10.25 a.m.) TOKIO, April 7. Mr Noda declared that it was a mistake for Great Britain and America to blame Japan for withholding plans for naval expansion. He said the defective London Treaty of 1937 was the real cause. Japan had made no change in policy, while watching developments, but was gravely concerned over America's trend to maintain the 5/5/3 ration and also over the possibility of America projecting her naval frontier into the Western Pacific, based on Mr Cordell Hull's rejection of a proposal to restrict the fleet's scope of operations, because the extension would encroach on an area vital to Japanese defence, but he doubted whether an actual clash would occur unless Japan were acutely menaced. BRITISH BY-ELECTION —— LABOUR PARTY GAIN IN WEST FULHAM. LONDON, April 7. The West Fulham by-election to fill the vacancy caused by the death of Sir Cyril Cobb resulted: Dr Edith Summerskill (Labour), 16,583; C. J. Busby (Conservative), 15,162. This is a Labour gain. SURPRISE RESULT —— VIEWS OF THE OPPOSING PARTIES (Recd This Day, 9.35 a.m.) LONDON, April 7. The Australian Associated Press says the result at West Fulham, the first by-election since Mr Eden's resignation and the Austrian coup, is a surprise to Government members, who expected to retain the seat with a reduced majority. However the Ministerialists consider that Labour's majority is too small to constitute a rebuff to Mr Chamberlain's policy, but the "Daily Herald," in a leader, claims that it is a crushing reply to Mr Chamberlain, and is a forerunner to a movement to drive the Government from office. ROTHSCHILD RELEASED —— NAZIS TAKE OVER BANK (Recd This Day 10.15 a.m.) VIENNA, April 7. Baron Louis Rothschild has been released. The Nazis have taken over Rothschild's Bank. WEST OF MADRID —— THREE VILLAGES TAKEN BY REPUBLICANS. —— RAILWAY TO PORTUGAL CUT. MADRID, April 7. The Republican offensive, which has been long dormant on the Estremadura front, resulted in the capture of three villages and the cutting of the railway from Talavera to Portugal. ANOTHER REBEL GAIN —— POWER STATION CAPTURED —— CONTROL OVER BARCELONA SUPPLY (Recd This Day, 9.35 a.m.) LONDON, April 7. General Franco's troops have taken Tremp (about half-way between Lerida and the crest of the Pyrenees), where the power station supplying Barcelona with electricity is situated. MOVE TO THE SOUTH —— ADVOCATED BY MEMBERS OF CABINET (Recd This Day, 9.35 a.m.) BARCELONA, April 7. Several Cabinet members are advocating the transference of the Government to South Spain. The workers are determined to resist to the end, if it also means a victory for Senor Negrin's policy of co-operating Communists. LOST DIVISION. —— FACING DEATH IN PYRENEES. LONDON, April 6. The Luchon correspondent of the "Daily Mail" reports that 6000 militiamen of the 43rd Spanish Red Division are lost in the Pyrenees and facing death from starvation and exposure. Many are believed to be only a few hours from the French frontier. French Mobile Guards are rushing to the heights to search for them. BROADBENT'S FLIGHT —— ARRIVAL AT KOEPANG KOEPANG, April 7. Mr H. F. Broadbent arrived at 10.55 a.m. and is leaving immediately for Australia. ARRIVAL AT DARWIN —— WILL ATTEMPT RECORD FLIGHT TO ENGLAND (Recd This Day, 10.50 a.m.) DARWIN, This Day. Mr H. F. Broadbent arrived last night in his Percival Vega Gull plane, in which he took off from Bessk, on the Island of Flores, in the morning. He expects to leave Sydney on April 17 in an attempt on a record flight to England. WOMEN & PEACE —— CONFERENCE IN AUSTRALIA —— DELEGATES FROM MANY ORGANISATIONS SYDNEY, April 7. The Australian Women's Peace Conference opened at Sydney with an attendance comprising delegates from more than 50 organisations. Greetings were received from Lord Cecil, Lady Gladstone, Miss Megan Lloyd George, Miss Eleanor Rathbone, and other leaders of the international peace campaign. Several New Zealanders were present at the conference, which was opened by Lady Street, wife of the New South Wales Lieutenant-Governor. Discussions are proceeding on the sanctity of treaties and collective security. WIDESPREAD DROUGHT —— NEW SOUTH WALES AND VICTORIA SUFFER —— ENTIRE WHEAT BELT PARCHED SYDNEY, April 7. Drought conditions prevail over the whole of the western half of New South Wales and the northern portions of Victoria. The entire wheat belt is dry and parched, awaiting rain. Live stock is being handled, while domestic supplies of water are extremely short. Fruit crops have suffered severely as the result of the under-average rainfall. Life's daily dangers never cease, And with man's progress increase. With countless risks on land and sea, Not even beds from such are free. Though many other great perils fast, Infectious germs are far the worst, For bronchial ills prompt aid assure Obtain that Woods' Great Peppermint Cure. 6 bbox=[780, 66, 1100, 1579]
paragraph: He concluded: "We should constantly be alert for the appearance in either of the Americas of political penetration, which is the first step in a new technique of conquest that the aggressor nations are employing." bbox=[338, 365, 473, 420]
byline: By Telegraph—Press Association. Copyright. bbox=[346, 221, 464, 242]
dateline: WELLINGTON, April 8. bbox=[531, 224, 618, 235]
paragraph: Mr Noda declared that it was a mistake for Great Britain and America to blame Japan for withholding plans for naval expansion. He said the defective London Treaty of 1937 was the real cause. Japan had made no change in policy, while watching developments, but was gravely concerned over America's trend to maintain the 5/5/3 ration and also over the possibility of America projecting her naval frontier into the Western Pacific, based on Mr Cordell Hull's rejection of a proposal to restrict the fleet's scope of operations, because the extension would encroach on an area vital to Japanese defence, but he doubted whether an actual clash would occur unless Japan were acutely menaced. bbox=[784, 873, 936, 1028]
dateline: LONDON, April 7. bbox=[703, 233, 770, 244]
paragraph: The Queen has vainly tried to prevent Juliana and Bernhard from boating and other sports on Sundays. bbox=[628, 373, 770, 401]
headline-arrival-darwin: ARRIVAL AT DARWIN bbox=[965, 876, 1076, 889]
paragraph: Senor Prieto, who fell foul of the Labour element of Senor Negrin, has withdrawn from political office. bbox=[784, 680, 936, 708]
paragraph: General Franco's troops have taken Tremp (about half-way between Lerida and the crest of the Pyrenees), where the power station supplying Barcelona with electricity is situated. bbox=[944, 476, 1096, 523]
headline-west-of-madrid: WEST OF MADRID bbox=[969, 195, 1072, 210]
paragraph: Discussions are proceeding on the sanctity of treaties and collective security. bbox=[944, 1221, 1096, 1240]
dateline: VIENNA, April 7. bbox=[872, 1419, 936, 1430]
byline: (British Official Wireless.) bbox=[135, 999, 227, 1010]
paragraph: The Japanese claim that in spite of fierce Chinese resistance they have progressed to within 15 miles of Hsuchow, states the Shanghai correspondent of "The Times." bbox=[38, 334, 177, 380]
column-rule bbox=[775, 66, 776, 1579]
deck: EXHIBITION THAT MAY CONTRIBUTE TO PEACE bbox=[56, 972, 305, 985]
dateline: WASHINGTON, April 7. bbox=[385, 243, 472, 254]
byline: (Recd This Day, 9.35 a.m.) bbox=[135, 826, 227, 837]
deck: POSITION IN WESTERN PACIFIC. bbox=[800, 820, 920, 846]
headline-refugees: HOMES FOR REFUGEES bbox=[218, 1200, 292, 1229]
deck: LOYALISTS DETERMINED TO RESIST TO END. bbox=[784, 264, 935, 290]
dateline: SARAGOSSA, April 7. bbox=[854, 332, 936, 342]
dateline: PARIS, April 7. bbox=[274, 838, 328, 849]
headline-japanese-report: JAPANESE REPORT bbox=[40, 185, 174, 201]
byline: (Recd This Day, 9.35 a.m.) bbox=[208, 281, 301, 292]
paragraph: He urged the immediate enactment of a selective service law to enable speedy mobilisation, thus serving notice on the whole world that the United States is prepared for any eventuality. bbox=[338, 310, 472, 365]
paragraph: "It is suggested the board should also act as a court of appeal against routine decisions of the Department and against decisions of the Minister where reports of matters referred to the board have not been adopted without variation by the Minister," the report adds. The board could also act in that capacity where incidence of tariffs had proved of undue hardship on some parties. bbox=[338, 1086, 472, 1187]
paragraph: The Senate Finance Committee rejected the Finance Bill. M. Daladier is believed to be certain to be the next Premier. bbox=[34, 850, 328, 869]
headline-seesaw: SEE-SAW BATTLE bbox=[44, 79, 318, 110]
deck: COMMITTALS FOR TRIAL & SENTENCE. bbox=[339, 1421, 471, 1448]
deck: CRITICISM OF UNITED STATES AND BRITAIN. bbox=[801, 781, 918, 807]
column-rule bbox=[477, 66, 478, 1579]
headline-british-by-election: BRITISH BY-ELECTION bbox=[791, 1036, 928, 1051]
deck: AMERICAN MINISTER SOUNDS WARNING bbox=[348, 101, 462, 127]
deck: PROGRESS MADE IN SPITE OF RESISTANCE bbox=[46, 214, 169, 241]
paragraph: Rearmament work, especially aircraft, is almost at a standstill as a result of strikes in seventeen factories. No work is being carried out in the Messier Factory, which holds a monopoly of the supply of essential aeroplane parts, and for that reason no machines from other works are being delivered to the Government. bbox=[34, 677, 328, 714]
paragraph: "It is not necessary to repeat the partisan nonsense of the correspondent in detail. My answer, giving facts only, will indicate the misleading character of the political indictment. bbox=[482, 604, 618, 650]
headline-broadbents-flight: BROADBENT'S FLIGHT bbox=[958, 805, 1083, 818]
column-4: ROYALTIES AT ODDS ◆ PRINCE BERNHARD & QUEEN OF HOLLAND —— SERENITY OF COURT SAID TO BE DISTURBED. —— OLD AND NEWER IDEAS. By Telegraph—Press Association, Copyright. LONDON, April 7. Minor differences are reported to have arisen between Queen Wilhelmina and Prince Bernhard, whose lightness of manner and modernity have seemingly disturbed the serenity of the Dutch Court, says the "Daily Mail's" correspondent at The Hague. Princess Juliana and Prince Bernhard were brought up differently, and the fact that Princess Juliana follows many of her husband's ideas does not please the Queen, resulting in open differences, notably on the question of Sunday observance. The Queen has vainly tried to prevent Juliana and Bernhard from boating and other sports on Sundays. Meanwhile a doctor has ordered Prince Bernhard a sunshine tour, and he is now cruising off the south coast of Italy. AUSTRIA & GERMANY —— AMERICAN RECOGNITION OF UNION. WASHINGTON, April 7. The United States has formally recognised Germany's absorption of Austria and has notified Germany, holding the latter responsible for Austria's debts. The United States has also announced that it is closing the Legation at Vienna and converting it into a Consulate-General. There were 75,000 unemployed on the register in 1932. In December, 1935, when the Labour Government took office, there were 57,246 men registered as unemployed. Today there are fewer than 10,000. More people are employed today than at any time in New Zealand's history. There are 8000 men unfit for any kind of work who are receiving sustenance rates on an adequate scale. We do not believe in the callous doctrine that hunger is the best promoter of employment. THE SALES TAX "The sales tax is not 5d in the £, as emphatically stated by your erratic correspondent; it is 1/- in the £, which was the rate fixed as a so-called 'wise measure' by the previous Government. It does not apply to the necessaries of life or to farmers' occupational requirements. The record revenue from sales tax is due to increased prosperity, and it goes to improve social services. "One could go on exposing with the light of facts the deliberate misstatements by your correspondent, but there is a limit even to the cuffing of fools. "The Government stands by its achievements and will extend them. There is abundant evidence that the majority of the people are satisfied. Impoverishment has disappeared; children are now well fed and clad; young people have opportunities to make useful careers; invalids are receiving pensions as a humane right; the old folk have no fear of disgraceful poverty. Dissatisfaction is rife only among those who hate to see other people enjoying real prosperity. EDITORIAL FOOTNOTE —— CONTRIBUTOR SUPPORTED. —— UNEMPLOYMENT AND LIVING COSTS. SYDNEY, April 7. The editor of the "Sydney Morning Herald," in a footnote to Mr Savage's letter, says: "The article to which Mr Savage takes exception was contributed to the 'Herald' by a well-informed New Zealand correspondent. The fact that his view of the economic situation in New Zealand and of the public reaction therefore differs from that of Mr Savage does not mean that it is either biased or inaccurate." The editor says: "Mr Savage denies that the cost of living in New Zealand has soared as the result of his Government's 'beneficial reforms,' and he quotes the cost of living in 1929 to prove his case. The Labour Government came into power in December, 1935. In that year the official cost of living index stood at 837. In 1936 it rose to 884, and, by the end of 1937, it had mounted to 945. "Similarly, when Mr Savage quotes figures to prove that unemployment in New Zealand has been reduced from an official total of 57,246 in December, 1935, to an official total of less than 10,000 today, he refrains from mentioning that the whole basis upon which these totals were compiled has been changed, that men in full-time subsidised employment, who have been steadily increasing in numbers recently, have been omitted from the unemployment return and that a further 8000 unemployed have been classified as unemployables, and also omitted. "It is significant, moreover that in two instances in which Mr Savage corrects our correspondent, the corrections serve only to strengthen the case which the figures were quoted to support. "While the 'Herald' willingly affords Mr Savage the opportunity to express in its columns the claims of his Government, it is hardly likely that his closing assertion that 'dissatisfaction is rife only among those who hate to see other people enjoying prosperity' will carry conviction." PRINCIPAL DEFENCE FOR 70 YEARS For well over seventy years Baxter's Lung Preserver has been the principal and best defence for New Zealanders against coughs, colds and many bronchial ailments. "Baxter's" is your best investment—ask for "Baxter's"—the cough remedy with the tonic properties. 1/6, 2/6 and 4/6, all chemists and stores. bbox=[628, 72, 770, 1618]
deck: MANY COUNTRIES WILLING TO ASSIST bbox=[203, 1281, 307, 1307]
paragraph: Different opinions were expressed on one of the proposals, in which it was suggested that before coming to a decision it should be obligatory on the board to hear all interested parties on oath, that hearings should be taken in public and the board should in appropriate cases have power to order non-publication of evidence in official reports or in the Press. bbox=[338, 1186, 472, 1278]
paragraph: "It is significant, moreover that in two instances in which Mr Savage corrects our correspondent, the corrections serve only to strengthen the case which the figures were quoted to support. bbox=[628, 1390, 770, 1436]
deck: EMIGRATION FROM AUSTRIA & GERMANY bbox=[193, 1242, 316, 1268]
paragraph: The Parliamentary Under-Secretary of State for Air, Lieut.-Colonel A. J. Muirhead, answering a question in the House of Commons, said that on January 31 there were approximately 7180 flying members in subsidised flying clubs under training. A sum of £40,000 had been provided as subsidy payment during the present financial year to pilots of light aeroplane clubs. bbox=[38, 1281, 177, 1373]
paragraph: Drought conditions prevail over the whole of the western half of New South Wales and the northern portions of Victoria. The entire wheat belt is dry and parched, awaiting rain. Live stock is being handled, while domestic supplies of water are extremely short. Fruit crops have suffered severely as the result of the under-average rainfall. bbox=[944, 1355, 1096, 1429]
dateline: WASHINGTON, April 7. bbox=[683, 492, 770, 503]
byline: (Recd This Day 10.15 a.m.) bbox=[812, 1407, 907, 1418]
paragraph: Several suggestions were included which might be referred to the proposed board at the direction of the Minister. They were as follow: Determination of value of goods for duty, general effects and working of tariffs (Customs and excise), incidence of rates of duty on raw materials and on finished or partly finished products, effects of existing or contemplated Customs duties on industry and trade and the extent to which the consumer is protected from exploitation and any other matters which the Governor-General-in-Council sees fit to refer to the board for inquiry and report. bbox=[338, 940, 472, 1087]
byline: (Recd This Day, 10.25 a.m.) bbox=[206, 1349, 303, 1360]
paragraph: A training run will be held tomorrow by the Kiatere Harrier Club. The run will start at 2.30 p.m. from the Solway Showgrounds. This outing will be the final preliminary training run before the official opening of the club on April 23. bbox=[38, 1421, 177, 1476]
masthead: THE WAIRARAPA TIMES-AGE, FRIDAY, APRIL 8, 1938. bbox=[374, 40, 740, 55]
byline: (Recd This Day, 9.35 a.m.) bbox=[974, 576, 1067, 587]
paragraph: Military observers are surprised at the Japanese bulletins dealing with the fierce fighting, and scent a Sanokburn on the banks of the Grand Canal. bbox=[185, 361, 324, 398]
column-6: WEST OF MADRID —— THREE VILLAGES TAKEN BY REPUBLICANS. —— RAILWAY TO PORTUGAL CUT. MADRID, April 7. The Republican offensive, which has been long dormant on the Estremadura front, resulted in the capture of three villages and the cutting of the railway from Talavera to Portugal. ANOTHER REBEL GAIN —— POWER STATION CAPTURED —— CONTROL OVER BARCELONA SUPPLY (Recd This Day, 9.35 a.m.) LONDON, April 7. General Franco's troops have taken Tremp (about half-way between Lerida and the crest of the Pyrenees), where the power station supplying Barcelona with electricity is situated. MOVE TO THE SOUTH —— ADVOCATED BY MEMBERS OF CABINET (Recd This Day, 9.35 a.m.) BARCELONA, April 7. Several Cabinet members are advocating the transference of the Government to South Spain. The workers are determined to resist to the end, if it also means a victory for Senor Negrin's policy of co-operating Communists. LOST DIVISION. —— FACING DEATH IN PYRENEES. LONDON, April 6. The Luchon correspondent of the "Daily Mail" reports that 6000 militiamen of the 43rd Spanish Red Division are lost in the Pyrenees and facing death from starvation and exposure. Many are believed to be only a few hours from the French frontier. French Mobile Guards are rushing to the heights to search for them. BROADBENT'S FLIGHT —— ARRIVAL AT KOEPANG KOEPANG, April 7. Mr H. F. Broadbent arrived at 10.55 a.m. and is leaving immediately for Australia. ARRIVAL AT DARWIN —— WILL ATTEMPT RECORD FLIGHT TO ENGLAND (Recd This Day, 10.50 a.m.) DARWIN, This Day. Mr H. F. Broadbent arrived last night in his Percival Vega Gull plane, in which he took off from Bessk, on the Island of Flores, in the morning. He expects to leave Sydney on April 17 in an attempt on a record flight to England. WOMEN & PEACE —— CONFERENCE IN AUSTRALIA —— DELEGATES FROM MANY ORGANISATIONS SYDNEY, April 7. The Australian Women's Peace Conference opened at Sydney with an attendance comprising delegates from more than 50 organisations. Greetings were received from Lord Cecil, Lady Gladstone, Miss Megan Lloyd George, Miss Eleanor Rathbone, and other leaders of the international peace campaign. Several New Zealanders were present at the conference, which was opened by Lady Street, wife of the New South Wales Lieutenant-Governor. Discussions are proceeding on the sanctity of treaties and collective security. WIDESPREAD DROUGHT —— NEW SOUTH WALES AND VICTORIA SUFFER —— ENTIRE WHEAT BELT PARCHED SYDNEY, April 7. Drought conditions prevail over the whole of the western half of New South Wales and the northern portions of Victoria. The entire wheat belt is dry and parched, awaiting rain. Live stock is being handled, while domestic supplies of water are extremely short. Fruit crops have suffered severely as the result of the under-average rainfall. Life's daily dangers never cease, And with man's progress increase. With countless risks on land and sea, Not even beds from such are free. Though many other great perils fast, Infectious germs are far the worst, For bronchial ills prompt aid assure Obtain that Woods' Great Peppermint Cure. 6 bbox=[944, 195, 1096, 1514]
paragraph: It is officially stated that Britain agrees fully to co-operate in the United States' proposal that an international committee should consider emigration from Austria and Germany. Already twenty-five governments have indicated that they are prepared to give support, but no replies have come from the Dominions. bbox=[185, 1373, 324, 1456]
paragraph: Meanwhile a doctor has ordered Prince Bernhard a sunshine tour, and he is now cruising off the south coast of Italy. bbox=[628, 400, 770, 428]
deck: MEASURES OF PREPARATION ADVOCATED. bbox=[367, 179, 443, 219]
deck: PROPOSAL TO SET UP NEW BODY bbox=[345, 457, 465, 483]
column-2: COVETOUS HANDS ◆ AMERICAN MINISTER SOUNDS WARNING —— DENUNCIATION OF DOCTRINES OF FORCE. —— MEASURES OF PREPARATION ADVOCATED. By Telegraph—Press Association. Copyright. WASHINGTON, April 7. The Assistant Secretary for War, Mr M. Johnson, in a broadcast, warned both the United States and South America that they were endangered by the "covetous hands of nations which believe in the doctrines of force." He urged the immediate enactment of a selective service law to enable speedy mobilisation, thus serving notice on the whole world that the United States is prepared for any eventuality. He concluded: "We should constantly be alert for the appearance in either of the Americas of political penetration, which is the first step in a new technique of conquest that the aggressor nations are employing." TARIFF BOARD ◆ PROPOSAL TO SET UP NEW BODY —— ADVISORY AND APPELLATE FUNCTIONS. —— POINTS FOR CONSIDERATION. AUCKLAND, April 7. A suggestion that a tariff board with advisory and appellate functions in tariff matters should be established in the Dominion was contained in a report submitted to the council of the Auckland Chamber of Commerce by a sub-committee of the executive. The report, which had been adopted by the executive, was adopted, and it was decided to forward it to the Associated Chambers of Commerce. The suggested personnel is four members: The chairman, with a casting vote would be appointed by the Government to represent consumers in New Zealand, and the three other members, it is suggested, will be appointed by the Government from panels of not less than three or more than five names submitted respectively by the New Zealand Farmers' Union, the New Zealand Importers' Federation and the New Zealand Manufacturers' Federation. It was also suggested that several matters should be referred by the Minister of Customs to the proposed board. Among the suggestions were the definition and scope of preferential tariffs and any alterations of tariff rates or reclassifications involving alterations of rates. This would not apply to routine interpretations, against which there would be a right of appeal. Other matters which it was suggested should be referred by the Minister of Customs to the board were measures contemplated to combat dumping and those contemplated to assist industries by the granting of bonuses. Several suggestions were included which might be referred to the proposed board at the direction of the Minister. They were as follow: Determination of value of goods for duty, general effects and working of tariffs (Customs and excise), incidence of rates of duty on raw materials and on finished or partly finished products, effects of existing or contemplated Customs duties on industry and trade and the extent to which the consumer is protected from exploitation and any other matters which the Governor-General-in-Council sees fit to refer to the board for inquiry and report. "It is suggested the board should also act as a court of appeal against routine decisions of the Department and against decisions of the Minister where reports of matters referred to the board have not been adopted without variation by the Minister," the report adds. The board could also act in that capacity where incidence of tariffs had proved of undue hardship on some parties. Different opinions were expressed on one of the proposals, in which it was suggested that before coming to a decision it should be obligatory on the board to hear all interested parties on oath, that hearings should be taken in public and the board should in appropriate cases have power to order non-publication of evidence in official reports or in the Press. Mr J. Yock said he was afraid that the clause might lead to a lot of controversy. Instead of giving the board power to order non-publication of some evidence, the board might be given discretion to have evidence of a confidential nature heard in camera. Mr A. M. Seaman said that the point had been given a great deal of consideration by the executive, which felt that evidence should be heard in public. OFFENCES AT OTAKI —— COMMITTALS FOR TRIAL & SENTENCE. OTAKI, April 8. For unlawfully carnally knowing a girl under sixteen, two young Natives were committed for trial, while a European, who pleaded guilty, was committed for sentence. is as so headed has appeared in "The Times," and is cabled to Australia and New Zealand by special permission. It should be understood that the opinions are not those of "The Times" unless expressly stated to be so. bbox=[338, 72, 473, 1573]
paragraph: The Australian Women's Peace Conference opened at Sydney with an attendance comprising delegates from more than 50 organisations. bbox=[944, 1112, 1096, 1149]
paragraph: The editor of the "Sydney Morning Herald," in a footnote to Mr Savage's letter, says: "The article to which Mr Savage takes exception was contributed to the 'Herald' by a well-informed New Zealand correspondent. The fact that his view of the economic situation in New Zealand and of the public reaction therefore differs from that of Mr Savage does not mean that it is either biased or inaccurate." bbox=[628, 1063, 770, 1164]
subhead: COMPULSORY ARBITRATION bbox=[512, 1035, 588, 1062]
deck: SEVEN THOUSAND JAPANESE KILLED bbox=[205, 213, 304, 240]
dateline: LONDON, April 7. bbox=[869, 1093, 936, 1104]
dateline: KOEPANG, April 7. bbox=[1025, 846, 1096, 857]
paragraph: Mr H. F. Broadbent arrived last night in his Percival Vega Gull plane, in which he took off from Bessk, on the Island of Flores, in the morning. He expects to leave Sydney on April 17 in an attempt on a record flight to England. bbox=[944, 955, 1096, 1010]
paragraph: Several New Zealanders were present at the conference, which was opened by Lady Street, wife of the New South Wales Lieutenant-Governor. bbox=[944, 1185, 1096, 1222]
dateline: TOKIO, April 7. bbox=[878, 861, 936, 872]
dateline: SYDNEY, April 7. bbox=[1032, 1100, 1096, 1111]
headline-finance-bill: FINANCE BILL bbox=[115, 751, 247, 771]
dateline: LONDON, April 7. bbox=[869, 1226, 936, 1237]
dateline: LONDON, April 7. bbox=[257, 1361, 324, 1372]
page-number: 7 bbox=[1095, 40, 1102, 55]
deck: SERENITY OF COURT SAID TO BE DISTURBED. bbox=[630, 156, 768, 182]
paragraph: "It is also untrue to say that unemployment has not been reduced as promised by the Government in 1935. bbox=[482, 1584, 618, 1612]
deck: PRIME MINISTER REPLIES TO CRITICISM bbox=[485, 117, 615, 143]
subhead: ASSERTIONS DENIED. bbox=[493, 500, 607, 513]
deck: COMMENTS ON LABOUR POLICY CONTRADICTED bbox=[485, 195, 615, 222]
paragraph: "And the cost of living has not soared as a result of these beneficial reforms. The cost of living is actually still lower than in 1929—the boom year. bbox=[482, 999, 618, 1036]
column-rule bbox=[333, 66, 334, 1579]
deck: IN ARTICLES PUBLISHED IN AUSTRALIA bbox=[485, 156, 615, 182]
paragraph: The editor says: "Mr Savage denies that the cost of living in New Zealand has soared as the result of his Government's 'beneficial reforms,' and he quotes the cost of living in 1929 to prove his case. The Labour Government came into power in December, 1935. In that year the official cost of living index stood at 837. In 1936 it rose to 884, and, by the end of 1937, it had mounted to 945. bbox=[628, 1163, 770, 1255]
deck: NEW SOUTH WALES AND VICTORIA SUFFER bbox=[955, 1275, 1085, 1301]
paragraph: The Australian Associated Press says the result at West Fulham, the first by-election since Mr Eden's resignation and the Austrian coup, is a surprise to Government members, who expected to retain the seat with a reduced majority. However the Ministerialists consider that Labour's majority is too small to constitute a rebuff to Mr Chamberlain's policy, but the "Daily Herald," in a leader, claims that it is a crushing reply to Mr Chamberlain, and is a forerunner to a movement to drive the Government from office. bbox=[784, 1238, 936, 1357]
headline-barcelona: DRIVE ON BARCELONA bbox=[783, 77, 1096, 104]
deck: THREE VILLAGES TAKEN BY REPUBLICANS. bbox=[945, 223, 1095, 249]
article-finance-bill: FINANCE BILL ━━━ REJECTED BY SENATE COMMITTEE ━━━ M. DALADIER AS NEXT PREMIER. (Recd This Day, 9.35 a.m.) PARIS, April 7. The Senate Finance Committee rejected the Finance Bill. M. Daladier is believed to be certain to be the next Premier. bbox=[34, 751, 328, 869]
dateline: LONDON, April 7. bbox=[1029, 464, 1096, 475]
paragraph: "Two years ago the average income of small farmers with valuations under £5000 was £2 a week. Today the weekly average is £5 15s after paying rent, interest and working expenses. These figures are not guesswork; they have been given by the farmers themselves in their returns of income for unemployment purposes. bbox=[482, 772, 618, 854]
headline-otaki: OFFENCES AT OTAKI bbox=[348, 1396, 462, 1409]
paragraph: The West Fulham by-election to fill the vacancy caused by the death of Sir Cyril Cobb resulted: Dr Edith Summerskill (Labour), 16,583; C. J. Busby (Conservative), 15,162. This is a Labour gain. bbox=[784, 1105, 936, 1160]
headline-naval-expansion: NAVAL EXPANSION bbox=[799, 726, 921, 742]
paragraph: "It is true that 'public works have attracted the down-trodden relief workers,' the reason is plain. Under the previous Government public works controlled by the department were carried out during the depression with relief labour. Married men were paid 15s a day and single men 8s, but did not average three days. In the single men's camp wages were fixed at 12s 6d a week and board or £1 7s 6d a week without board. Maori workers were paid less than Europeans. Camp conditions were crude. Under the present Government the average wage of public works employees is close on £1 a day. And they are working for it. The standard of efficiency is high and the cost of work is relatively low, as a result of organisation and the use of modern machinery. The savings have been enormous. bbox=[482, 1171, 618, 1372]
paragraph: Princess Juliana and Prince Bernhard were brought up differently, and the fact that Princess Juliana follows many of her husband's ideas does not please the Queen, resulting in open differences, notably on the question of Sunday observance. bbox=[628, 309, 770, 373]
headline-chinese-victory: CHINESE VICTORY bbox=[197, 184, 313, 200]
paragraph: A copy of a letter sent by the Prime Minister, the Rt Hon M. J. Savage, to the "Sydney Morning Herald" in reply to articles by New Zealand correspondents criticising the policy of the Government has been released for publication. The letter reads as follows:— bbox=[482, 236, 618, 310]
deck: OLD AND NEWER IDEAS. bbox=[634, 195, 764, 208]
byline: (Recd This Day, 9.35 a.m.) bbox=[813, 1214, 906, 1225]
deck: NAZIS TAKE OVER BANK bbox=[794, 1392, 925, 1405]
paragraph: "The correspondent's statement that the restoration of compulsory arbitration gave the farmer further cause for disagreement with the Government in that wages for farm hands were raised and their working hours were limited to a 40-hour week is sheer nonsense. Increased wages for farm hands were fixed in an agreement between the New Zealand Farmers' Union and the Government. There is no 40-hour week for farm workers. bbox=[482, 1062, 618, 1172]
byline: (Recd This Day, 9.35 a.m.) bbox=[974, 452, 1067, 463]
paragraph: Mr A. M. Seaman said that the point had been given a great deal of consideration by the executive, which felt that evidence should be heard in public. bbox=[338, 1340, 472, 1387]
dateline: PARIS, April 7. bbox=[274, 664, 328, 675]
deck: M. BLUM'S DOWNFALL INEVITABLE. bbox=[78, 635, 284, 650]
paragraph: "For agricultural products and industrial raw materials, the United Kingdom remains the great entrepot of the world—this trade was worth over 110 millions sterling last year—and this gives our community its special character—that of a world community, responsive to all currents, all changes—but all this must rest upon a strong and consolidated base at home." bbox=[34, 1142, 328, 1188]
advert-number: 6 bbox=[1091, 1503, 1096, 1514]
headline-aviation: AID FOR AVIATION bbox=[51, 1200, 164, 1215]
deck: CONTROL OVER BARCELONA SUPPLY bbox=[965, 424, 1075, 450]
deck: VAST QUANTITIES OF MATERIAL CAPTURED bbox=[196, 253, 313, 279]
deck: TURNS AGAIN IN FAVOUR OF CHINESE. bbox=[40, 293, 175, 319]
headline-closed-circuit: NO CLOSED CIRCUIT bbox=[50, 877, 312, 903]
headline-principal-defence: PRINCIPAL DEFENCE FOR 70 YEARS bbox=[628, 1518, 770, 1544]
paragraph: The United States has formally recognised Germany's absorption of Austria and has notified Germany, holding the latter responsible for Austria's debts. The United States has also announced that it is closing the Legation at Vienna and converting it into a Consulate-General. bbox=[628, 504, 770, 578]
paragraph: is as so headed has appeared in "The Times," and is cabled to Australia and New Zealand by special permission. It should be understood that the opinions are not those of "The Times" unless expressly stated to be so. bbox=[338, 1517, 472, 1573]
paragraph: The Chinese assert that a counter attack hemmed in the remnant of Japanese on the northern outskirts of Taierhchwang, and also claim that guerillas defeated the Japanese at Kwangteh. bbox=[38, 379, 177, 435]
deck-seesaw-2: Fighting on the Nanking Railway bbox=[74, 152, 288, 169]
paragraph: "While the 'Herald' willingly affords Mr Savage the opportunity to express in its columns the claims of his Government, it is hardly likely that his closing assertion that 'dissatisfaction is rife only among those who hate to see other people enjoying prosperity' will carry conviction." bbox=[628, 1436, 770, 1509]
deck: ADVOCATED BY MEMBERS OF CABINET bbox=[949, 548, 1091, 574]
dateline: SYDNEY, April 7. bbox=[706, 1050, 770, 1061]
dateline: HANKOW, April 7. bbox=[255, 293, 324, 304]
deck: JAPAN'S ANXIOUS WATCH bbox=[789, 754, 931, 767]
paragraph: A message sent from Barcelona on April 6 stated: The Republicans are preparing for a last stand in the mountains between the provinces of Lerida and Barcelona. Defences are being hastily built outside Lerida with the aid of volunteers and prison labour. bbox=[784, 453, 936, 508]
paragraph: For well over seventy years Baxter's Lung Preserver has been the principal and best defence for New Zealanders against coughs, colds and many bronchial ailments. "Baxter's" is your best investment—ask for "Baxter's"—the cough remedy with the tonic properties. 1/6, 2/6 and 4/6, all chemists and stores. bbox=[628, 1545, 770, 1618]
headline-rothschild: ROTHSCHILD RELEASED bbox=[791, 1366, 929, 1379]
byline: (Recd This Day, 10.50 a.m.) bbox=[972, 931, 1069, 942]
